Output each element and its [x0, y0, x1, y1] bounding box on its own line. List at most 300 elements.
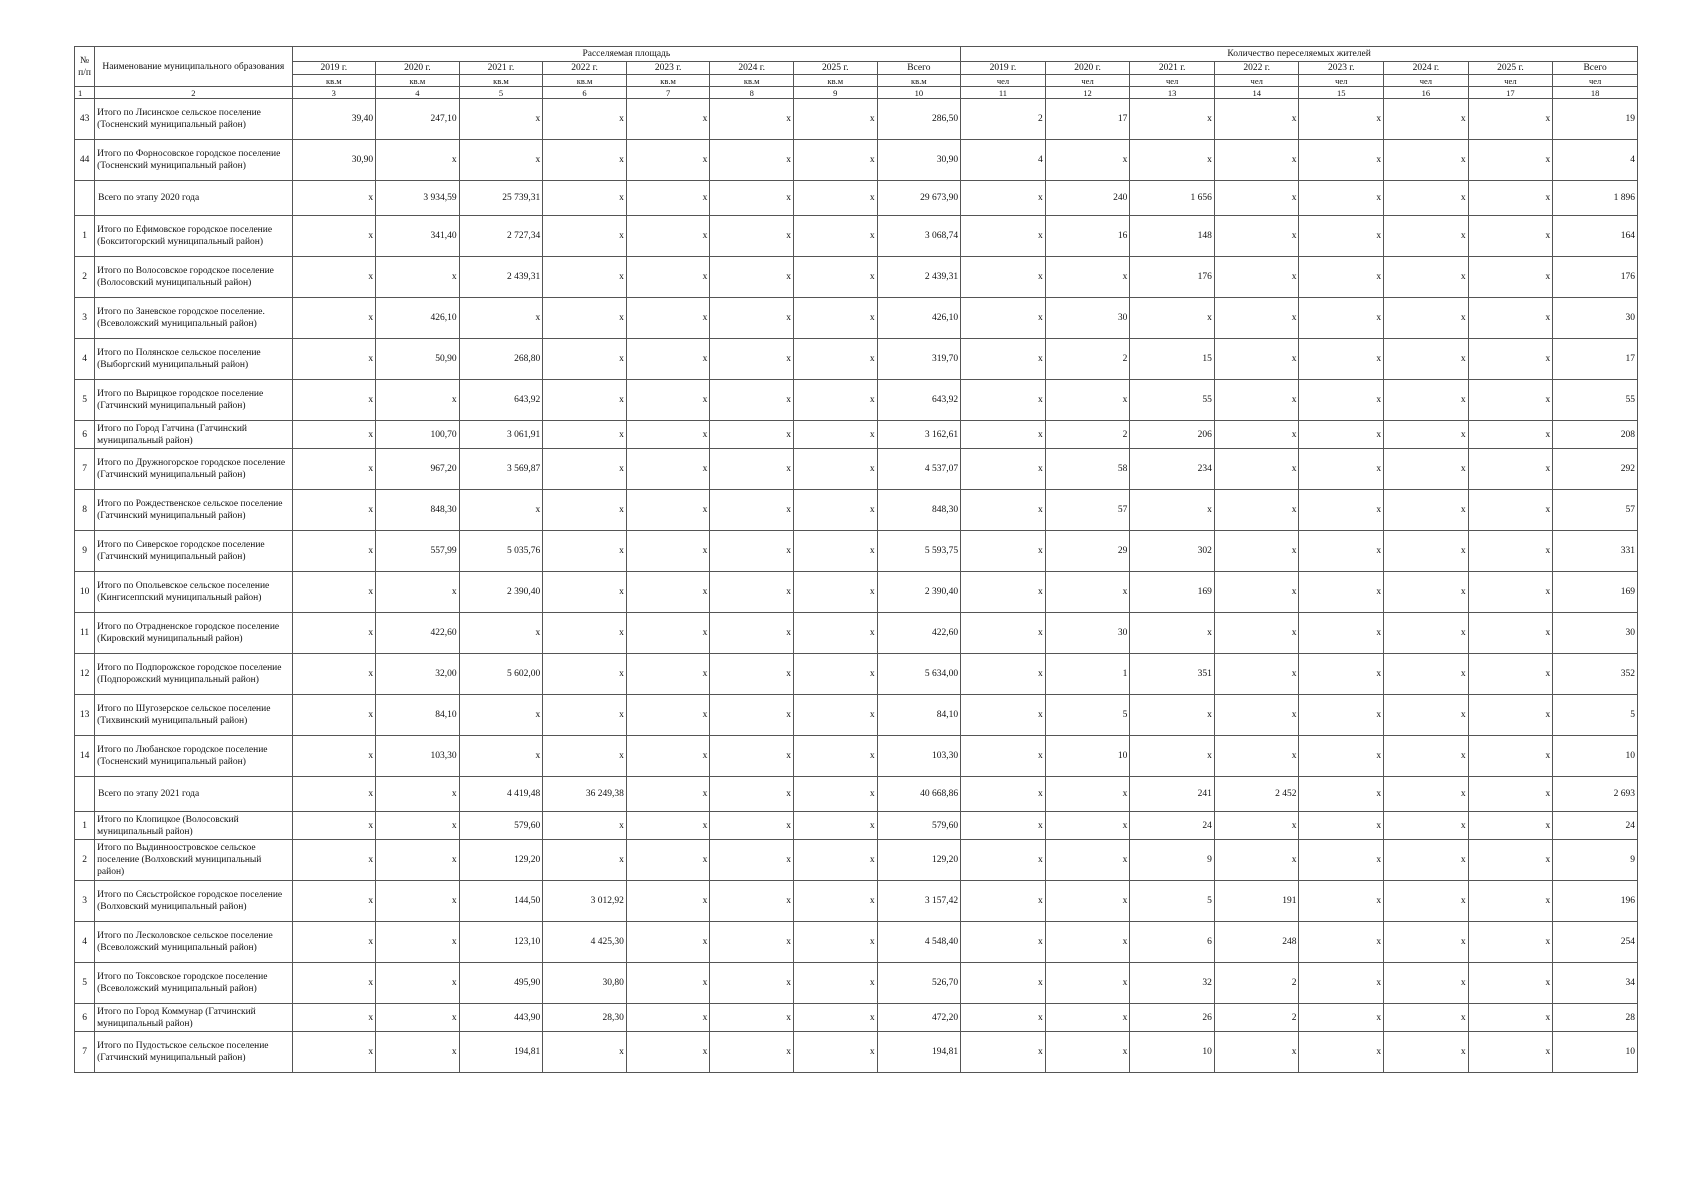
row-number: 1	[75, 216, 95, 257]
people-value-cell: 55	[1553, 380, 1638, 421]
header-column-number: 10	[877, 87, 961, 99]
area-value-cell: x	[543, 490, 627, 531]
area-value-cell: x	[292, 812, 376, 840]
area-value-cell: x	[459, 695, 543, 736]
people-value-cell: x	[961, 181, 1046, 216]
people-value-cell: x	[1468, 216, 1553, 257]
people-value-cell: x	[961, 1004, 1046, 1032]
people-value-cell: x	[1214, 736, 1299, 777]
area-value-cell: 4 419,48	[459, 777, 543, 812]
people-value-cell: x	[1384, 99, 1469, 140]
area-value-cell: x	[710, 181, 794, 216]
people-value-cell: x	[961, 380, 1046, 421]
people-value-cell: 24	[1553, 812, 1638, 840]
area-value-cell: x	[376, 777, 460, 812]
people-value-cell: 6	[1130, 922, 1215, 963]
people-value-cell: x	[1384, 1032, 1469, 1073]
header-column-number: 12	[1045, 87, 1130, 99]
people-value-cell: x	[1299, 613, 1384, 654]
header-area-year: 2023 г.	[626, 62, 710, 75]
people-value-cell: 30	[1045, 613, 1130, 654]
total-row	[75, 181, 1638, 216]
area-value-cell: x	[793, 490, 877, 531]
people-value-cell: 19	[1553, 99, 1638, 140]
people-value-cell: 331	[1553, 531, 1638, 572]
header-area-unit: кв.м	[877, 75, 961, 87]
area-value-cell: 526,70	[877, 963, 961, 1004]
area-value-cell: x	[543, 531, 627, 572]
header-column-number: 4	[376, 87, 460, 99]
area-value-cell: x	[292, 1004, 376, 1032]
people-value-cell: x	[1468, 257, 1553, 298]
people-value-cell: 234	[1130, 449, 1215, 490]
people-value-cell: x	[1214, 531, 1299, 572]
area-value-cell: x	[543, 339, 627, 380]
area-value-cell: x	[626, 1032, 710, 1073]
area-value-cell: x	[543, 99, 627, 140]
area-value-cell: x	[543, 421, 627, 449]
area-value-cell: 39,40	[292, 99, 376, 140]
area-value-cell: 30,80	[543, 963, 627, 1004]
header-people-year: 2019 г.	[961, 62, 1046, 75]
people-value-cell: x	[1299, 216, 1384, 257]
area-value-cell: x	[710, 380, 794, 421]
area-value-cell: 472,20	[877, 1004, 961, 1032]
area-value-cell: x	[626, 695, 710, 736]
header-people-unit: чел	[1384, 75, 1469, 87]
people-value-cell: x	[1045, 140, 1130, 181]
table-row	[75, 881, 1638, 922]
area-value-cell: 129,20	[877, 840, 961, 881]
people-value-cell: x	[961, 881, 1046, 922]
row-number: 13	[75, 695, 95, 736]
people-value-cell: 10	[1130, 1032, 1215, 1073]
area-value-cell: x	[459, 298, 543, 339]
people-value-cell: 29	[1045, 531, 1130, 572]
municipality-name: Итого по Форносовское городское поселение (Тосненский муниципальный район)	[95, 140, 292, 181]
header-people-unit: чел	[1299, 75, 1384, 87]
area-value-cell: x	[710, 421, 794, 449]
area-value-cell: x	[376, 881, 460, 922]
people-value-cell: 241	[1130, 777, 1215, 812]
area-value-cell: x	[292, 922, 376, 963]
people-value-cell: 2	[1045, 339, 1130, 380]
people-value-cell: x	[1214, 339, 1299, 380]
people-value-cell: x	[1384, 216, 1469, 257]
people-value-cell: x	[1384, 1004, 1469, 1032]
people-value-cell: x	[1384, 490, 1469, 531]
people-value-cell: x	[961, 654, 1046, 695]
area-value-cell: x	[710, 840, 794, 881]
municipality-name: Итого по Вырицкое городское поселение (Гатчинский муниципальный район)	[95, 380, 292, 421]
area-value-cell: x	[626, 181, 710, 216]
table-row	[75, 840, 1638, 881]
municipality-name: Итого по Город Коммунар (Гатчинский муниципальный район)	[95, 1004, 292, 1032]
header-column-number: 6	[543, 87, 627, 99]
header-years-row	[75, 62, 1638, 75]
header-column-number: 2	[95, 87, 292, 99]
area-value-cell: x	[710, 922, 794, 963]
area-value-cell: x	[292, 380, 376, 421]
people-value-cell: x	[1299, 654, 1384, 695]
area-value-cell: x	[793, 840, 877, 881]
row-number: 3	[75, 881, 95, 922]
people-value-cell: 10	[1045, 736, 1130, 777]
people-value-cell: x	[1384, 654, 1469, 695]
area-value-cell: x	[793, 736, 877, 777]
row-number: 6	[75, 421, 95, 449]
area-value-cell: x	[626, 421, 710, 449]
area-value-cell: 286,50	[877, 99, 961, 140]
people-value-cell: 57	[1553, 490, 1638, 531]
area-value-cell: 557,99	[376, 531, 460, 572]
people-value-cell: x	[1214, 654, 1299, 695]
people-value-cell: x	[1299, 812, 1384, 840]
area-value-cell: x	[626, 613, 710, 654]
people-value-cell: x	[1384, 181, 1469, 216]
municipality-name: Итого по Дружногорское городское поселение (Гатчинский муниципальный район)	[95, 449, 292, 490]
area-value-cell: 4 425,30	[543, 922, 627, 963]
area-value-cell: x	[626, 339, 710, 380]
area-value-cell: x	[292, 181, 376, 216]
people-value-cell: x	[1130, 736, 1215, 777]
people-value-cell: x	[961, 298, 1046, 339]
people-value-cell: 351	[1130, 654, 1215, 695]
municipality-name: Итого по Город Гатчина (Гатчинский муниципальный район)	[95, 421, 292, 449]
people-value-cell: 208	[1553, 421, 1638, 449]
table-row	[75, 613, 1638, 654]
area-value-cell: x	[793, 812, 877, 840]
people-value-cell: x	[1384, 140, 1469, 181]
people-value-cell: x	[1299, 881, 1384, 922]
row-number: 11	[75, 613, 95, 654]
people-value-cell: x	[1468, 380, 1553, 421]
area-value-cell: x	[292, 695, 376, 736]
area-value-cell: x	[292, 216, 376, 257]
header-name: Наименование муниципального образования	[95, 47, 292, 87]
area-value-cell: x	[292, 1032, 376, 1073]
municipality-name: Итого по Лисинское сельское поселение (Тосненский муниципальный район)	[95, 99, 292, 140]
area-value-cell: x	[793, 449, 877, 490]
people-value-cell: x	[1214, 613, 1299, 654]
header-area-unit: кв.м	[793, 75, 877, 87]
area-value-cell: x	[626, 1004, 710, 1032]
area-value-cell: x	[543, 298, 627, 339]
people-value-cell: x	[1299, 181, 1384, 216]
people-value-cell: x	[1214, 490, 1299, 531]
area-value-cell: x	[793, 777, 877, 812]
area-value-cell: x	[292, 449, 376, 490]
people-value-cell: x	[1045, 840, 1130, 881]
area-value-cell: x	[710, 572, 794, 613]
table-row	[75, 216, 1638, 257]
area-value-cell: x	[793, 922, 877, 963]
area-value-cell: x	[459, 490, 543, 531]
area-value-cell: x	[292, 421, 376, 449]
row-number: 6	[75, 1004, 95, 1032]
area-value-cell: x	[543, 257, 627, 298]
area-value-cell: 643,92	[459, 380, 543, 421]
header-column-numbers-row	[75, 87, 1638, 99]
area-value-cell: 2 390,40	[877, 572, 961, 613]
area-value-cell: x	[459, 736, 543, 777]
row-number: 5	[75, 963, 95, 1004]
area-value-cell: x	[376, 572, 460, 613]
people-value-cell: 2	[1045, 421, 1130, 449]
municipality-name: Итого по Сясьстройское городское поселение (Волховский муниципальный район)	[95, 881, 292, 922]
table-row	[75, 490, 1638, 531]
people-value-cell: x	[1214, 380, 1299, 421]
people-value-cell: x	[1384, 695, 1469, 736]
area-value-cell: 29 673,90	[877, 181, 961, 216]
people-value-cell: 10	[1553, 736, 1638, 777]
area-value-cell: x	[543, 181, 627, 216]
people-value-cell: x	[1299, 1032, 1384, 1073]
people-value-cell: x	[1299, 531, 1384, 572]
header-column-number: 16	[1384, 87, 1469, 99]
people-value-cell: x	[1214, 181, 1299, 216]
area-value-cell: x	[710, 298, 794, 339]
area-value-cell: 84,10	[376, 695, 460, 736]
table-body	[75, 99, 1638, 1073]
people-value-cell: x	[1384, 531, 1469, 572]
municipality-name: Итого по Пудостьское сельское поселение (Гатчинский муниципальный район)	[95, 1032, 292, 1073]
area-value-cell: x	[543, 695, 627, 736]
people-value-cell: x	[1299, 572, 1384, 613]
people-value-cell: x	[1214, 99, 1299, 140]
area-value-cell: x	[710, 963, 794, 1004]
area-value-cell: 579,60	[459, 812, 543, 840]
people-value-cell: x	[1214, 216, 1299, 257]
row-number: 10	[75, 572, 95, 613]
people-value-cell: 17	[1045, 99, 1130, 140]
municipality-name: Итого по Любанское городское поселение (Тосненский муниципальный район)	[95, 736, 292, 777]
people-value-cell: x	[1299, 922, 1384, 963]
people-value-cell: 191	[1214, 881, 1299, 922]
people-value-cell: 58	[1045, 449, 1130, 490]
table-row	[75, 963, 1638, 1004]
area-value-cell: x	[710, 777, 794, 812]
table-row	[75, 380, 1638, 421]
municipality-name: Всего по этапу 2020 года	[95, 181, 292, 216]
people-value-cell: 24	[1130, 812, 1215, 840]
header-people-unit: чел	[1468, 75, 1553, 87]
people-value-cell: x	[1384, 736, 1469, 777]
people-value-cell: x	[1384, 840, 1469, 881]
area-value-cell: x	[376, 257, 460, 298]
area-value-cell: 123,10	[459, 922, 543, 963]
people-value-cell: 1	[1045, 654, 1130, 695]
people-value-cell: x	[1384, 881, 1469, 922]
table-row	[75, 1032, 1638, 1073]
people-value-cell: x	[1045, 257, 1130, 298]
area-value-cell: x	[543, 812, 627, 840]
people-value-cell: 5	[1553, 695, 1638, 736]
area-value-cell: x	[626, 881, 710, 922]
header-area-year: 2024 г.	[710, 62, 794, 75]
people-value-cell: x	[1468, 421, 1553, 449]
people-value-cell: x	[1299, 421, 1384, 449]
area-value-cell: x	[376, 922, 460, 963]
area-value-cell: 2 439,31	[877, 257, 961, 298]
people-value-cell: x	[1299, 695, 1384, 736]
people-value-cell: x	[1384, 449, 1469, 490]
area-value-cell: x	[626, 99, 710, 140]
area-value-cell: x	[626, 736, 710, 777]
row-number: 43	[75, 99, 95, 140]
people-value-cell: x	[1130, 140, 1215, 181]
area-value-cell: x	[292, 490, 376, 531]
table-row	[75, 1004, 1638, 1032]
header-column-number: 11	[961, 87, 1046, 99]
area-value-cell: 28,30	[543, 1004, 627, 1032]
area-value-cell: 341,40	[376, 216, 460, 257]
people-value-cell: x	[1299, 777, 1384, 812]
area-value-cell: x	[793, 654, 877, 695]
area-value-cell: x	[292, 881, 376, 922]
people-value-cell: x	[1214, 695, 1299, 736]
header-people-year: 2020 г.	[1045, 62, 1130, 75]
people-value-cell: x	[1299, 736, 1384, 777]
area-value-cell: x	[292, 339, 376, 380]
row-number: 2	[75, 257, 95, 298]
area-value-cell: x	[710, 490, 794, 531]
people-value-cell: x	[1468, 922, 1553, 963]
people-value-cell: 30	[1553, 298, 1638, 339]
area-value-cell: x	[626, 449, 710, 490]
area-value-cell: 3 061,91	[459, 421, 543, 449]
header-column-number: 9	[793, 87, 877, 99]
people-value-cell: x	[961, 613, 1046, 654]
area-value-cell: x	[626, 572, 710, 613]
area-value-cell: x	[626, 257, 710, 298]
area-value-cell: 268,80	[459, 339, 543, 380]
area-value-cell: x	[710, 812, 794, 840]
area-value-cell: 36 249,38	[543, 777, 627, 812]
people-value-cell: x	[1299, 140, 1384, 181]
people-value-cell: 196	[1553, 881, 1638, 922]
header-column-number: 14	[1214, 87, 1299, 99]
municipality-name: Итого по Подпорожское городское поселение (Подпорожский муниципальный район)	[95, 654, 292, 695]
area-value-cell: x	[793, 881, 877, 922]
row-number: 7	[75, 1032, 95, 1073]
area-value-cell: 848,30	[877, 490, 961, 531]
header-column-number: 1	[75, 87, 95, 99]
area-value-cell: 5 602,00	[459, 654, 543, 695]
people-value-cell: x	[1384, 380, 1469, 421]
people-value-cell: x	[961, 963, 1046, 1004]
area-value-cell: 40 668,86	[877, 777, 961, 812]
row-number: 4	[75, 922, 95, 963]
people-value-cell: 254	[1553, 922, 1638, 963]
area-value-cell: 3 934,59	[376, 181, 460, 216]
row-number: 7	[75, 449, 95, 490]
area-value-cell: 2 390,40	[459, 572, 543, 613]
people-value-cell: x	[1299, 963, 1384, 1004]
people-value-cell: 2 452	[1214, 777, 1299, 812]
area-value-cell: x	[292, 736, 376, 777]
people-value-cell: x	[1130, 298, 1215, 339]
people-value-cell: x	[1468, 1032, 1553, 1073]
row-number: 2	[75, 840, 95, 881]
municipality-name: Итого по Волосовское городское поселение (Волосовский муниципальный район)	[95, 257, 292, 298]
area-value-cell: 967,20	[376, 449, 460, 490]
people-value-cell: x	[961, 1032, 1046, 1073]
header-units-row	[75, 75, 1638, 87]
header-area-unit: кв.м	[626, 75, 710, 87]
area-value-cell: 103,30	[877, 736, 961, 777]
area-value-cell: x	[793, 695, 877, 736]
people-value-cell: x	[1130, 490, 1215, 531]
people-value-cell: x	[1045, 380, 1130, 421]
header-column-number: 15	[1299, 87, 1384, 99]
header-column-number: 3	[292, 87, 376, 99]
municipality-name: Итого по Заневское городское поселение. (Всеволожский муниципальный район)	[95, 298, 292, 339]
people-value-cell: x	[1214, 812, 1299, 840]
people-value-cell: x	[1468, 490, 1553, 531]
header-area-group: Расселяемая площадь	[292, 47, 961, 62]
table-header	[75, 47, 1638, 99]
row-number: 4	[75, 339, 95, 380]
area-value-cell: 5 634,00	[877, 654, 961, 695]
table-row	[75, 695, 1638, 736]
area-value-cell: x	[376, 812, 460, 840]
people-value-cell: 5	[1130, 881, 1215, 922]
header-column-number: 13	[1130, 87, 1215, 99]
area-value-cell: 247,10	[376, 99, 460, 140]
area-value-cell: x	[543, 572, 627, 613]
area-value-cell: x	[710, 339, 794, 380]
area-value-cell: x	[459, 99, 543, 140]
people-value-cell: x	[961, 490, 1046, 531]
header-area-unit: кв.м	[459, 75, 543, 87]
area-value-cell: 4 537,07	[877, 449, 961, 490]
area-value-cell: x	[459, 140, 543, 181]
people-value-cell: 4	[961, 140, 1046, 181]
municipality-name: Итого по Ефимовское городское поселение (Бокситогорский муниципальный район)	[95, 216, 292, 257]
municipality-name: Итого по Выдинноостровское сельское поселение (Волховский муниципальный район)	[95, 840, 292, 881]
area-value-cell: x	[710, 881, 794, 922]
row-number	[75, 777, 95, 812]
area-value-cell: x	[793, 380, 877, 421]
people-value-cell: x	[961, 339, 1046, 380]
area-value-cell: x	[710, 140, 794, 181]
people-value-cell: x	[1299, 99, 1384, 140]
people-value-cell: x	[1045, 1004, 1130, 1032]
people-value-cell: x	[1299, 339, 1384, 380]
people-value-cell: x	[961, 812, 1046, 840]
area-value-cell: x	[793, 613, 877, 654]
people-value-cell: x	[961, 257, 1046, 298]
people-value-cell: x	[1130, 99, 1215, 140]
people-value-cell: 9	[1553, 840, 1638, 881]
area-value-cell: x	[793, 140, 877, 181]
header-area-year: 2022 г.	[543, 62, 627, 75]
header-people-unit: чел	[1214, 75, 1299, 87]
people-value-cell: x	[1384, 257, 1469, 298]
people-value-cell: x	[1045, 1032, 1130, 1073]
municipality-name: Итого по Шугозерское сельское поселение (Тихвинский муниципальный район)	[95, 695, 292, 736]
people-value-cell: x	[1214, 257, 1299, 298]
area-value-cell: x	[626, 840, 710, 881]
area-value-cell: x	[710, 531, 794, 572]
area-value-cell: x	[710, 1032, 794, 1073]
area-value-cell: x	[626, 963, 710, 1004]
people-value-cell: 30	[1045, 298, 1130, 339]
people-value-cell: x	[1468, 736, 1553, 777]
people-value-cell: x	[1468, 140, 1553, 181]
header-people-year: 2022 г.	[1214, 62, 1299, 75]
